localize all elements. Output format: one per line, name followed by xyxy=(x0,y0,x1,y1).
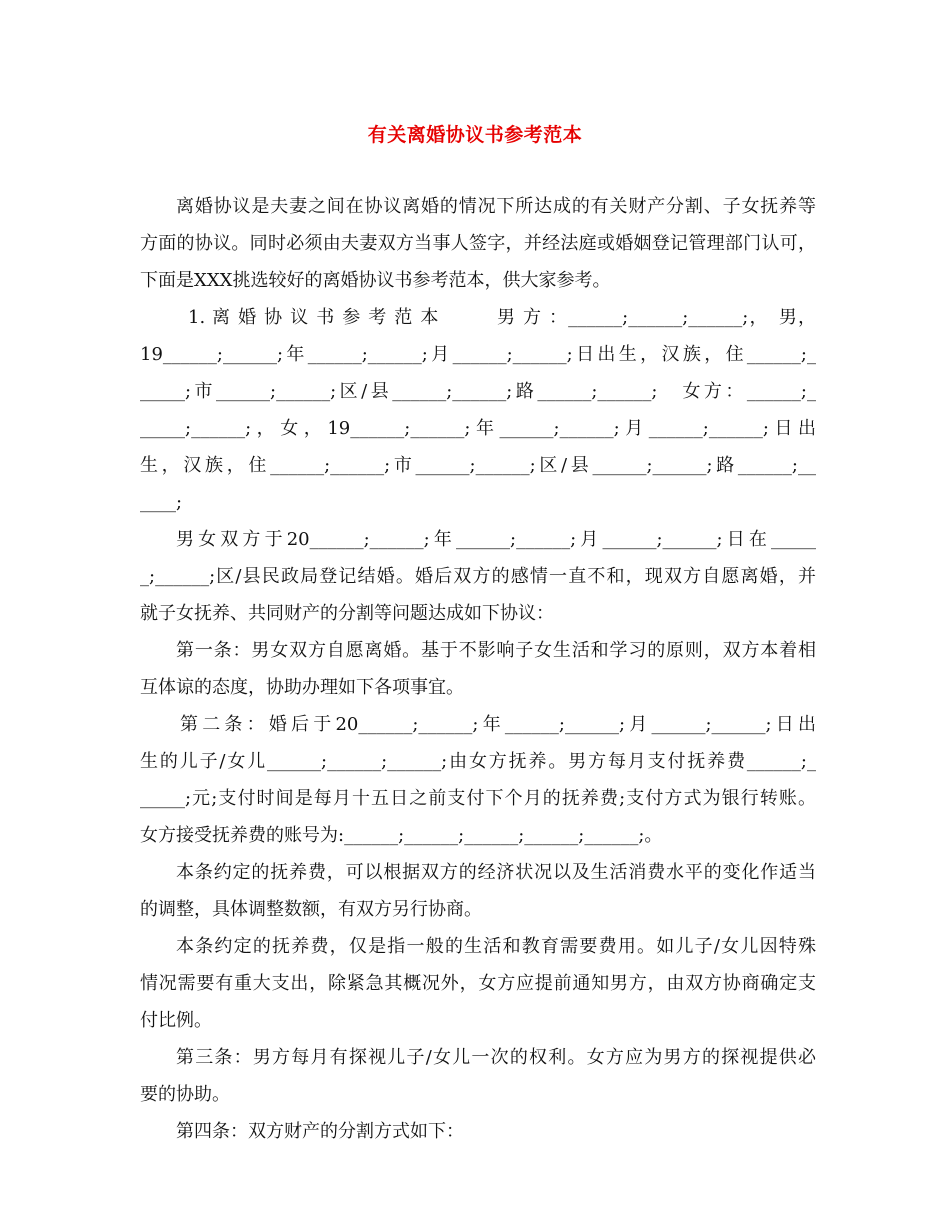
text-line: 生，汉族，住______;______;市______;______;区/县______;______;路______;__ xyxy=(140,455,816,476)
text-line: 生的儿子/女儿______;______;______;由女方抚养。男方每月支付抚养费______;_ xyxy=(140,751,816,772)
document-body xyxy=(140,188,816,1150)
text-line: 女方接受抚养费的账号为:______;______;______;______;______;。 xyxy=(140,825,663,846)
text-line: 方面的协议。同时必须由夫妻双方当事人签字，并经法庭或婚姻登记管理部门认可， xyxy=(140,233,816,254)
text-line: 情况需要有重大支出，除紧急其概况外，女方应提前通知男方，由双方协商确定支 xyxy=(140,973,816,994)
text-line: 互体谅的态度，协助办理如下各项事宜。 xyxy=(140,677,464,698)
text-line: 第四条：双方财产的分割方式如下： xyxy=(176,1121,464,1142)
text-line: 男女双方于20______;______;年______;______;月______;______;日在_____ xyxy=(176,529,816,550)
document-title: 有关离婚协议书参考范本 xyxy=(367,124,583,146)
text-line: 1. 离 婚 协 议 书 参 考 范 本 男 方 ：______;______;______;， 男， xyxy=(188,307,816,328)
text-line: _;______;区/县民政局登记结婚。婚后双方的感情一直不和，现双方自愿离婚，并 xyxy=(140,566,816,587)
text-line: 第二条：婚后于20______;______;年______;______;月______;______;日出 xyxy=(180,714,816,735)
text-line: 要的协助。 xyxy=(140,1084,230,1105)
text-line: ____; xyxy=(140,492,183,513)
text-line: _____;元;支付时间是每月十五日之前支付下个月的抚养费;支付方式为银行转账。 xyxy=(140,788,816,809)
text-line: 第一条：男女双方自愿离婚。基于不影响子女生活和学习的原则，双方本着相 xyxy=(176,640,816,661)
text-line: 第三条：男方每月有探视儿子/女儿一次的权利。女方应为男方的探视提供必 xyxy=(176,1047,816,1068)
text-line: 本条约定的抚养费，可以根据双方的经济状况以及生活消费水平的变化作适当 xyxy=(176,862,816,883)
text-line: 离婚协议是夫妻之间在协议离婚的情况下所达成的有关财产分割、子女抚养等 xyxy=(176,196,816,217)
text-line: 19______;______;年______;______;月______;______;日出生，汉族，住______;_ xyxy=(140,344,816,365)
text-line: 的调整，具体调整数额，有双方另行协商。 xyxy=(140,899,482,920)
text-line: 付比例。 xyxy=(140,1010,212,1031)
text-line: 下面是XXX挑选较好的离婚协议书参考范本，供大家参考。 xyxy=(140,270,611,291)
text-line: 本条约定的抚养费，仅是指一般的生活和教育需要费用。如儿子/女儿因特殊 xyxy=(176,936,816,957)
text-line: _____;市______;______;区/县______;______;路______;______; 女方：______;_ xyxy=(140,381,816,402)
text-line: 就子女抚养、共同财产的分割等问题达成如下协议： xyxy=(140,603,554,624)
text-line: _____;______;，女，19______;______;年______;______;月______;______;日出 xyxy=(140,418,816,439)
